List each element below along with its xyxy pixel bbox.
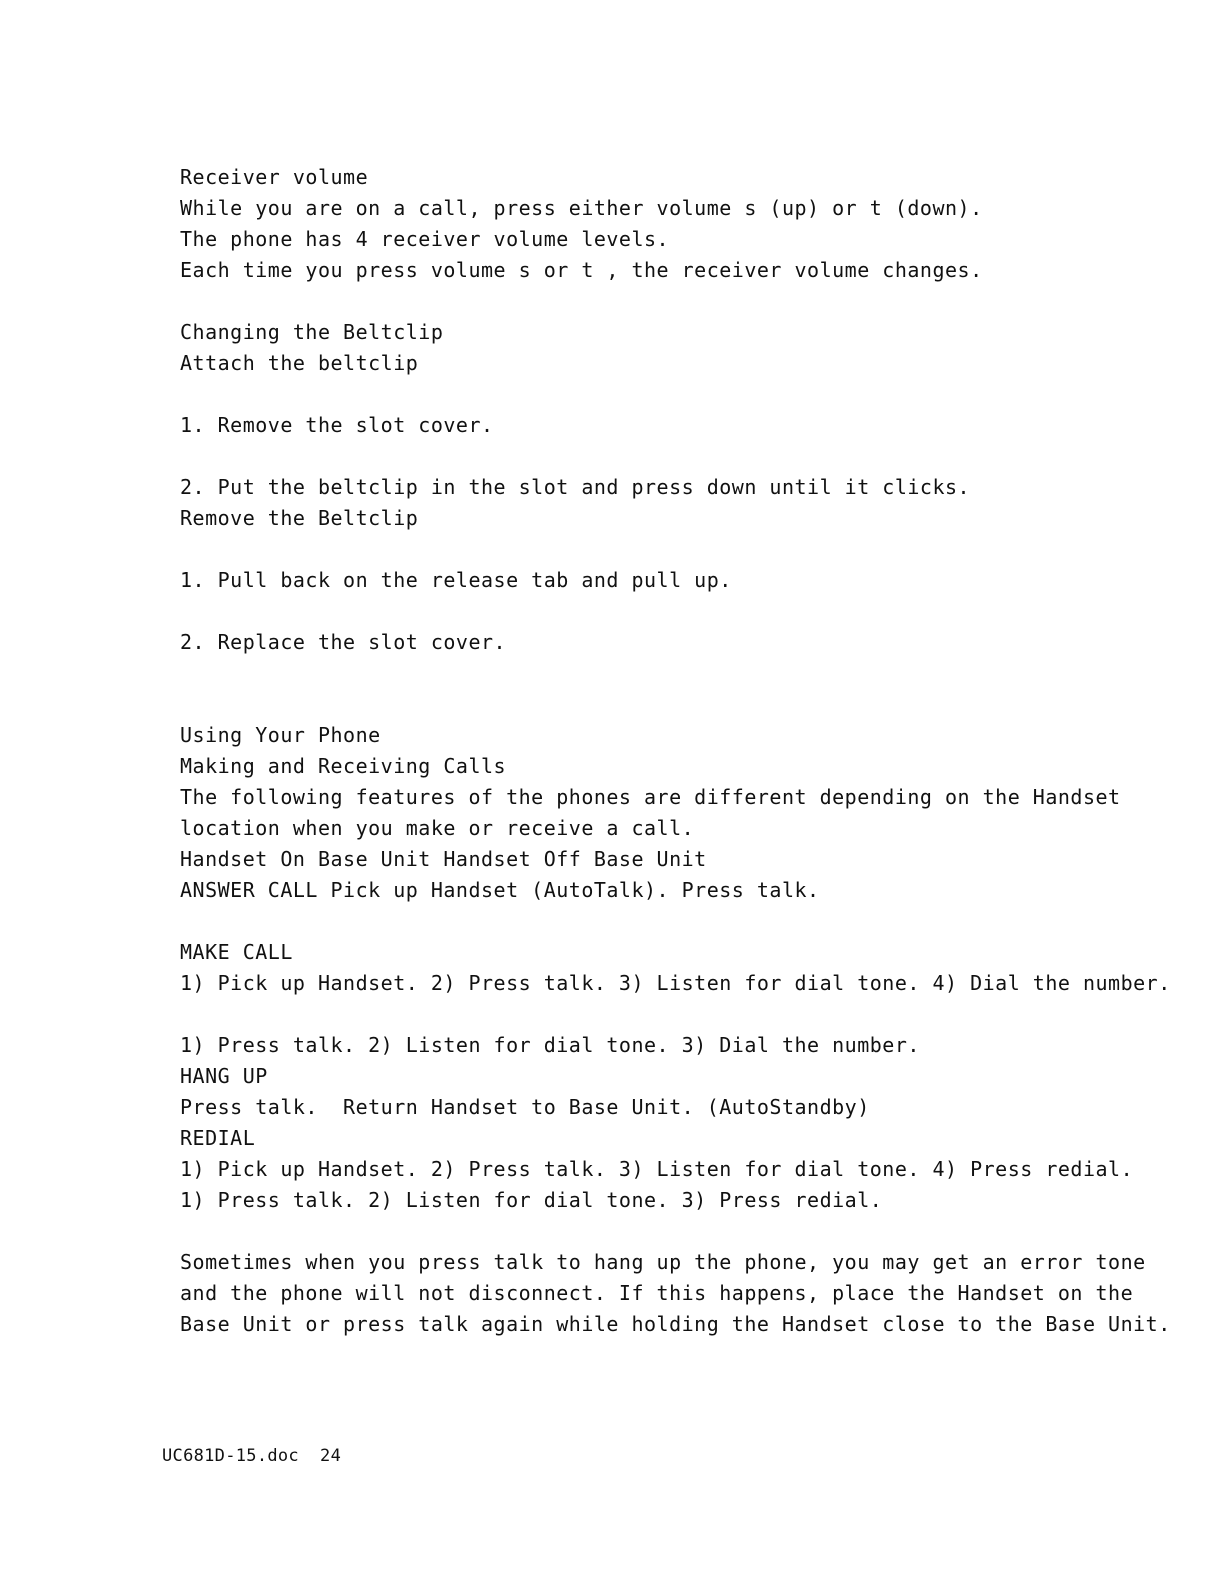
page-footer xyxy=(162,1444,341,1468)
attach-step-1: 1. Remove the slot cover. xyxy=(180,413,494,437)
receiver-line-1: While you are on a call, press either volume s (up) or t (down). xyxy=(180,196,983,220)
attach-step-2: 2. Put the beltclip in the slot and press down until it clicks. xyxy=(180,475,971,499)
hang-up-text: Press talk. Return Handset to Base Unit. (AutoStandby) xyxy=(180,1095,870,1119)
remove-step-2: 2. Replace the slot cover. xyxy=(180,630,507,654)
redial-on-base: 1) Pick up Handset. 2) Press talk. 3) Listen for dial tone. 4) Press redial. xyxy=(180,1157,1134,1181)
make-call-on-base: 1) Pick up Handset. 2) Press talk. 3) Listen for dial tone. 4) Dial the number. xyxy=(180,971,1171,995)
make-call-off-base: 1) Press talk. 2) Listen for dial tone. 3) Dial the number. xyxy=(180,1033,920,1057)
spacer xyxy=(180,286,1180,317)
beltclip-heading: Changing the Beltclip xyxy=(180,320,444,344)
remove-beltclip-heading: Remove the Beltclip xyxy=(180,506,419,530)
using-phone-heading: Using Your Phone xyxy=(180,723,381,747)
spacer xyxy=(180,999,1180,1030)
redial-label: REDIAL xyxy=(180,1126,256,1150)
answer-call-line: ANSWER CALL Pick up Handset (AutoTalk). Press talk. xyxy=(180,878,820,902)
note-line-3: Base Unit or press talk again while holding the Handset close to the Base Unit. xyxy=(180,1312,1171,1336)
footer-page-number: 24 xyxy=(320,1446,342,1466)
table-header-line: Handset On Base Unit Handset Off Base Unit xyxy=(180,847,707,871)
make-call-label: MAKE CALL xyxy=(180,940,293,964)
footer-doc-name: UC681D-15.doc xyxy=(162,1446,299,1466)
spacer xyxy=(180,1216,1180,1247)
spacer xyxy=(180,379,1180,410)
note-line-2: and the phone will not disconnect. If this happens, place the Handset on the xyxy=(180,1281,1134,1305)
intro-line-1: The following features of the phones are different depending on the Handset xyxy=(180,785,1121,809)
note-line-1: Sometimes when you press talk to hang up the phone, you may get an error tone xyxy=(180,1250,1146,1274)
document-body xyxy=(180,162,1180,1340)
receiver-line-2: The phone has 4 receiver volume levels. xyxy=(180,227,670,251)
remove-step-1: 1. Pull back on the release tab and pull up. xyxy=(180,568,732,592)
redial-off-base: 1) Press talk. 2) Listen for dial tone. 3) Press redial. xyxy=(180,1188,883,1212)
spacer xyxy=(180,534,1180,565)
receiver-volume-heading: Receiver volume xyxy=(180,165,369,189)
attach-beltclip-heading: Attach the beltclip xyxy=(180,351,419,375)
intro-line-2: location when you make or receive a call. xyxy=(180,816,695,840)
spacer xyxy=(180,658,1180,720)
spacer xyxy=(180,906,1180,937)
spacer xyxy=(180,596,1180,627)
spacer xyxy=(180,441,1180,472)
receiver-line-3: Each time you press volume s or t , the receiver volume changes. xyxy=(180,258,983,282)
making-receiving-heading: Making and Receiving Calls xyxy=(180,754,507,778)
hang-up-label: HANG UP xyxy=(180,1064,268,1088)
